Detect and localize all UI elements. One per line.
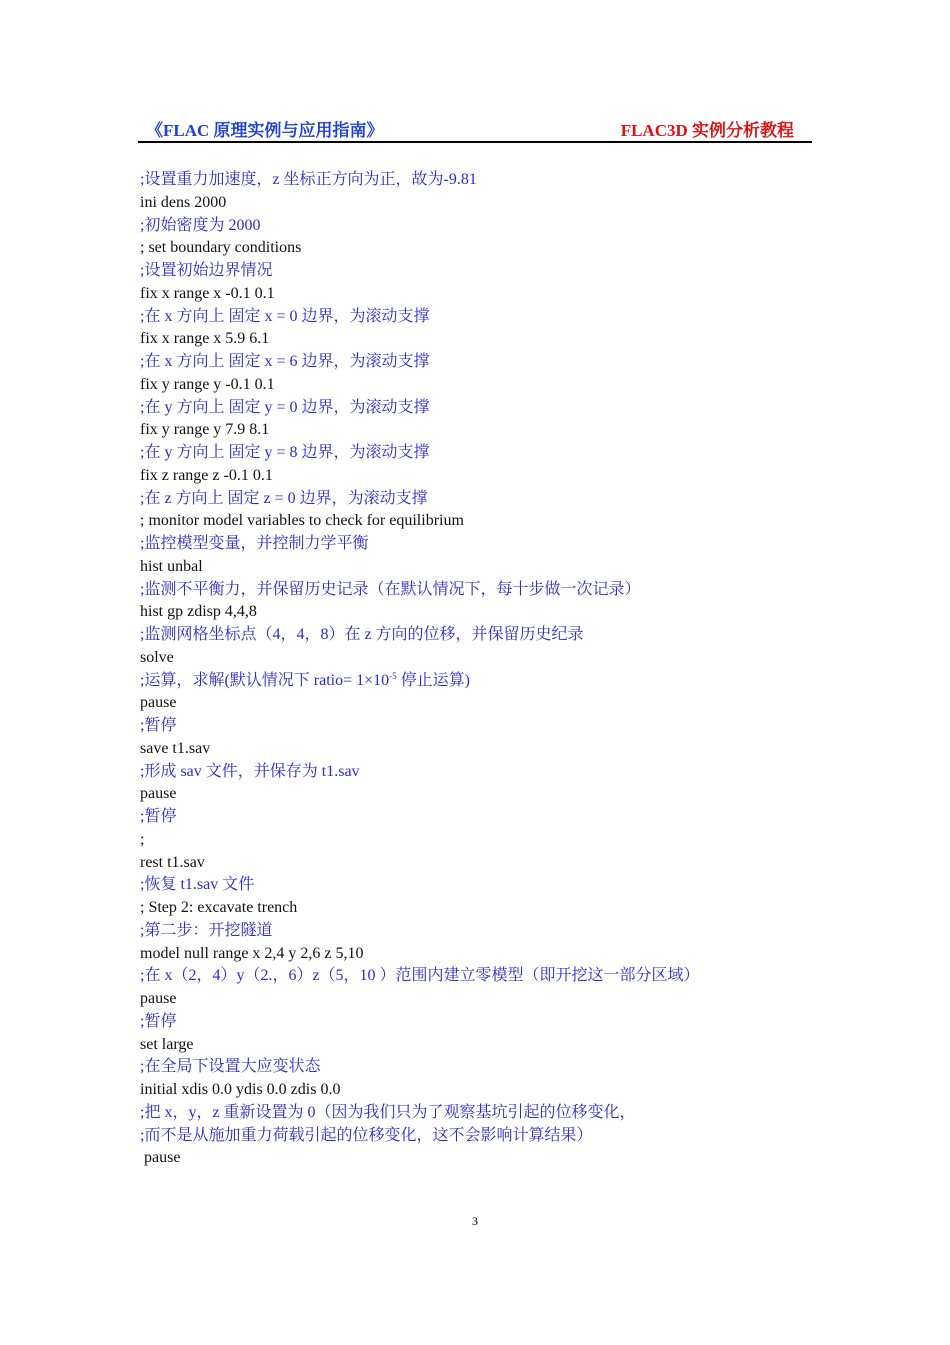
code-line: ; xyxy=(140,830,145,848)
comment-line: ;在 x 方向上 固定 x = 6 边界，为滚动支撑 xyxy=(140,353,430,370)
code-line: solve xyxy=(140,648,174,666)
code-line: ; monitor model variables to check for equilibrium xyxy=(140,512,464,530)
comment-line: ;而不是从施加重力荷载引起的位移变化，这不会影响计算结果） xyxy=(140,1126,593,1144)
code-line: pause xyxy=(140,785,177,803)
comment-line: ;设置重力加速度，z 坐标正方向为正，故为-9.81 xyxy=(140,171,477,188)
comment-line: ;监测不平衡力，并保留历史记录（在默认情况下，每十步做一次记录） xyxy=(140,580,641,598)
book-title: 《FLAC 原理实例与应用指南》 xyxy=(146,121,384,140)
code-line: pause xyxy=(144,1149,181,1167)
comment-line: ;形成 sav 文件，并保存为 t1.sav xyxy=(140,762,360,780)
code-line: fix x range x 5.9 6.1 xyxy=(140,330,270,348)
comment-line: ;在 y 方向上 固定 y = 0 边界，为滚动支撑 xyxy=(140,398,430,416)
comment-line: ;把 x，y，z 重新设置为 0（因为我们只为了观察基坑引起的位移变化， xyxy=(140,1103,636,1121)
comment-text: 停止运算) xyxy=(396,671,470,689)
code-listing xyxy=(140,169,820,1170)
code-line: pause xyxy=(140,694,177,712)
comment-line: ;在全局下设置大应变状态 xyxy=(140,1058,321,1076)
code-line: set large xyxy=(140,1035,194,1053)
comment-line: ;设置初始边界情况 xyxy=(140,262,273,279)
code-line: pause xyxy=(140,990,177,1007)
comment-line: ;暂停 xyxy=(140,1012,177,1030)
code-line: hist gp zdisp 4,4,8 xyxy=(140,603,257,621)
page-number: 3 xyxy=(472,1214,478,1228)
page-header xyxy=(138,116,812,142)
comment-line: ;恢复 t1.sav 文件 xyxy=(140,876,255,894)
code-line: rest t1.sav xyxy=(140,853,205,871)
code-line: ini dens 2000 xyxy=(140,193,227,211)
comment-line: ;监控模型变量，并控制力学平衡 xyxy=(140,535,369,552)
comment-line: ;在 y 方向上 固定 y = 8 边界，为滚动支撑 xyxy=(140,444,430,461)
code-line: ; Step 2: excavate trench xyxy=(140,899,298,916)
code-line: fix y range y 7.9 8.1 xyxy=(140,421,270,439)
comment-line: ;暂停 xyxy=(140,808,177,825)
code-line: fix z range z -0.1 0.1 xyxy=(140,466,273,484)
code-line: hist unbal xyxy=(140,557,203,575)
header-divider xyxy=(138,141,812,143)
chapter-title: FLAC3D 实例分析教程 xyxy=(620,121,794,140)
comment-line: ;在 x 方向上 固定 x = 0 边界，为滚动支撑 xyxy=(140,307,430,325)
exponent: -5 xyxy=(389,670,397,681)
comment-line: ;暂停 xyxy=(140,717,177,734)
code-line: fix x range x -0.1 0.1 xyxy=(140,284,275,302)
comment-line: ;监测网格坐标点（4，4，8）在 z 方向的位移，并保留历史纪录 xyxy=(140,626,584,643)
comment-line: ;第二步：开挖隧道 xyxy=(140,921,273,939)
comment-line: ;初始密度为 2000 xyxy=(140,216,261,234)
code-line: save t1.sav xyxy=(140,739,211,757)
code-line: fix y range y -0.1 0.1 xyxy=(140,375,275,393)
code-line: ; set boundary conditions xyxy=(140,239,302,257)
comment-line: ;在 z 方向上 固定 z = 0 边界，为滚动支撑 xyxy=(140,489,428,507)
code-line: model null range x 2,4 y 2,6 z 5,10 xyxy=(140,944,364,962)
comment-line xyxy=(140,670,820,693)
comment-text: ;运算，求解(默认情况下 ratio= 1×10 xyxy=(140,671,390,689)
comment-line: ;在 x（2，4）y（2.，6）z（5，10 ）范围内建立零模型（即开挖这一部分区域） xyxy=(140,967,700,985)
code-line: initial xdis 0.0 ydis 0.0 zdis 0.0 xyxy=(140,1081,341,1098)
